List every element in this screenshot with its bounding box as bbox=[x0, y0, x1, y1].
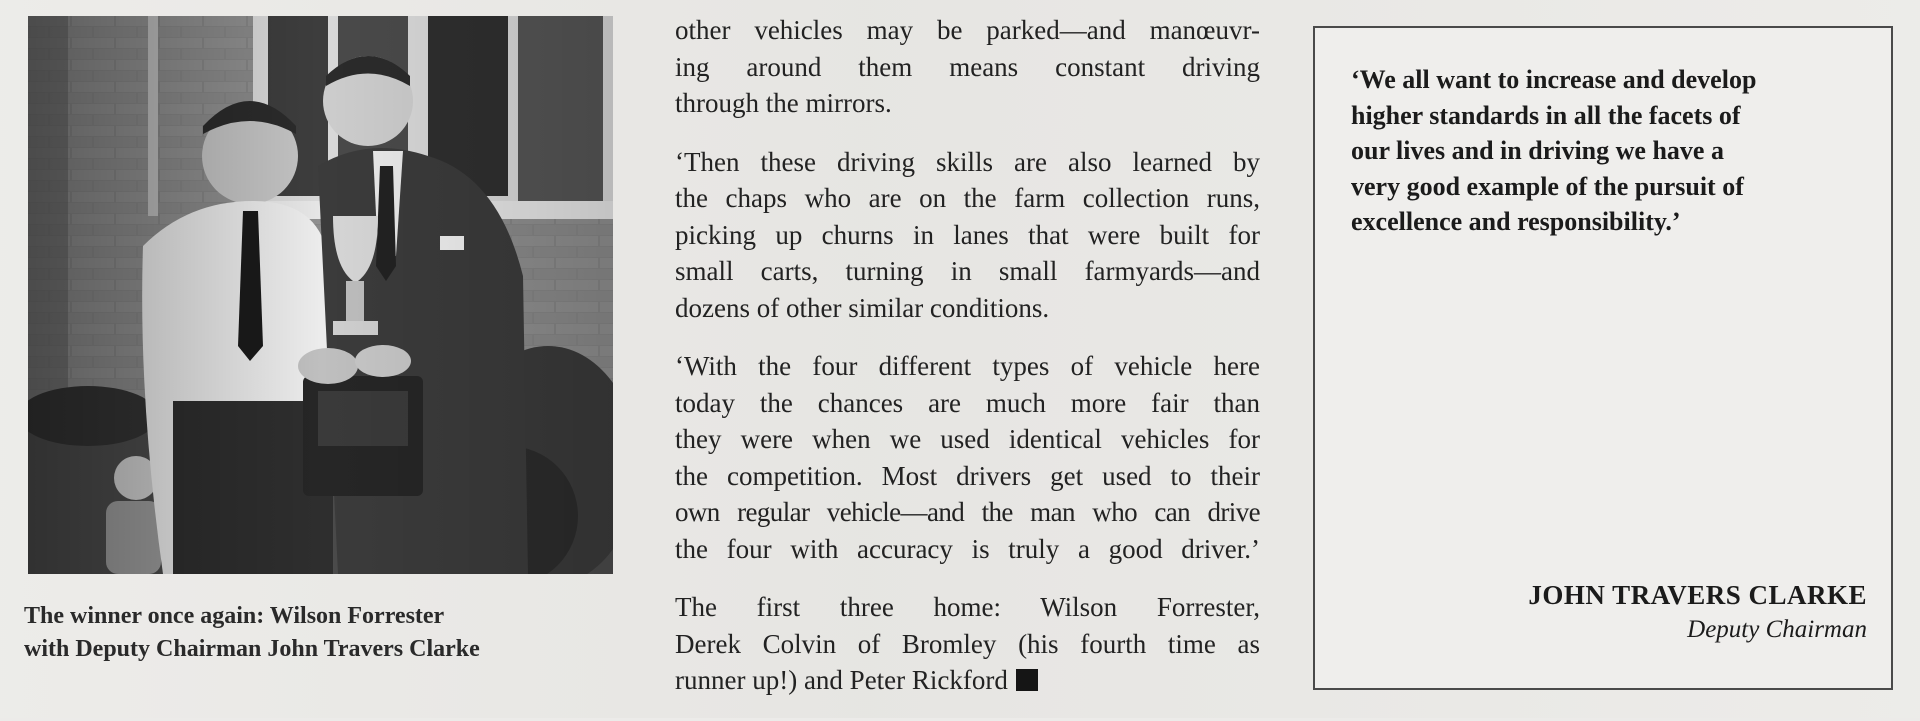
quote-line: our lives and in driving we have a bbox=[1351, 136, 1724, 165]
quote-line: ‘We all want to increase and develop bbox=[1351, 65, 1757, 94]
article-paragraph bbox=[675, 589, 1260, 699]
pull-quote bbox=[1351, 62, 1871, 240]
caption-line: with Deputy Chairman John Travers Clarke bbox=[24, 636, 480, 662]
photo-caption bbox=[24, 600, 624, 666]
text-line: the chaps who are on the farm collection runs, bbox=[675, 183, 1260, 213]
signature-title: Deputy Chairman bbox=[1687, 616, 1867, 643]
article-paragraph bbox=[675, 12, 1260, 122]
text-line: picking up churns in lanes that were built for bbox=[675, 219, 1260, 250]
article-paragraph bbox=[675, 348, 1260, 567]
text-line-final bbox=[675, 662, 1260, 699]
text-line: ‘Then these driving skills are also learned by bbox=[675, 146, 1260, 177]
quote-line: higher standards in all the facets of bbox=[1351, 100, 1741, 130]
text-line: ing around them means constant driving bbox=[675, 51, 1260, 82]
text-line: the competition. Most drivers get used to their bbox=[675, 460, 1260, 491]
quote-line: excellence and responsibility.’ bbox=[1351, 207, 1681, 236]
text-line: Derek Colvin of Bromley (his fourth time as bbox=[675, 628, 1260, 659]
text-line: small carts, turning in small farmyards—and bbox=[675, 256, 1260, 286]
quote-line: very good example of the pursuit of bbox=[1351, 171, 1744, 201]
caption-line: The winner once again: Wilson Forrester bbox=[24, 603, 445, 629]
photo-illustration bbox=[28, 16, 613, 574]
article-body bbox=[675, 0, 1260, 721]
photo bbox=[28, 16, 613, 574]
text-line: through the mirrors. bbox=[675, 88, 892, 118]
text-line: the four with accuracy is truly a good driver.’ bbox=[675, 533, 1260, 564]
text-line: they were when we used identical vehicles for bbox=[675, 424, 1260, 454]
text-line: ‘With the four different types of vehicle here bbox=[675, 351, 1260, 381]
article-paragraph bbox=[675, 144, 1260, 327]
text-line: runner up!) and Peter Rickford bbox=[675, 665, 1008, 695]
text-line: dozens of other similar conditions. bbox=[675, 292, 1050, 323]
text-line: other vehicles may be parked—and manœuvr- bbox=[675, 15, 1260, 45]
text-line: today the chances are much more fair than bbox=[675, 387, 1260, 418]
pull-quote-box bbox=[1313, 26, 1893, 690]
signature-name: JOHN TRAVERS CLARKE bbox=[1528, 580, 1867, 610]
end-of-article-mark bbox=[1016, 669, 1038, 691]
text-line: own regular vehicle—and the man who can drive bbox=[675, 497, 1260, 527]
text-line: The first three home: Wilson Forrester, bbox=[675, 592, 1260, 622]
